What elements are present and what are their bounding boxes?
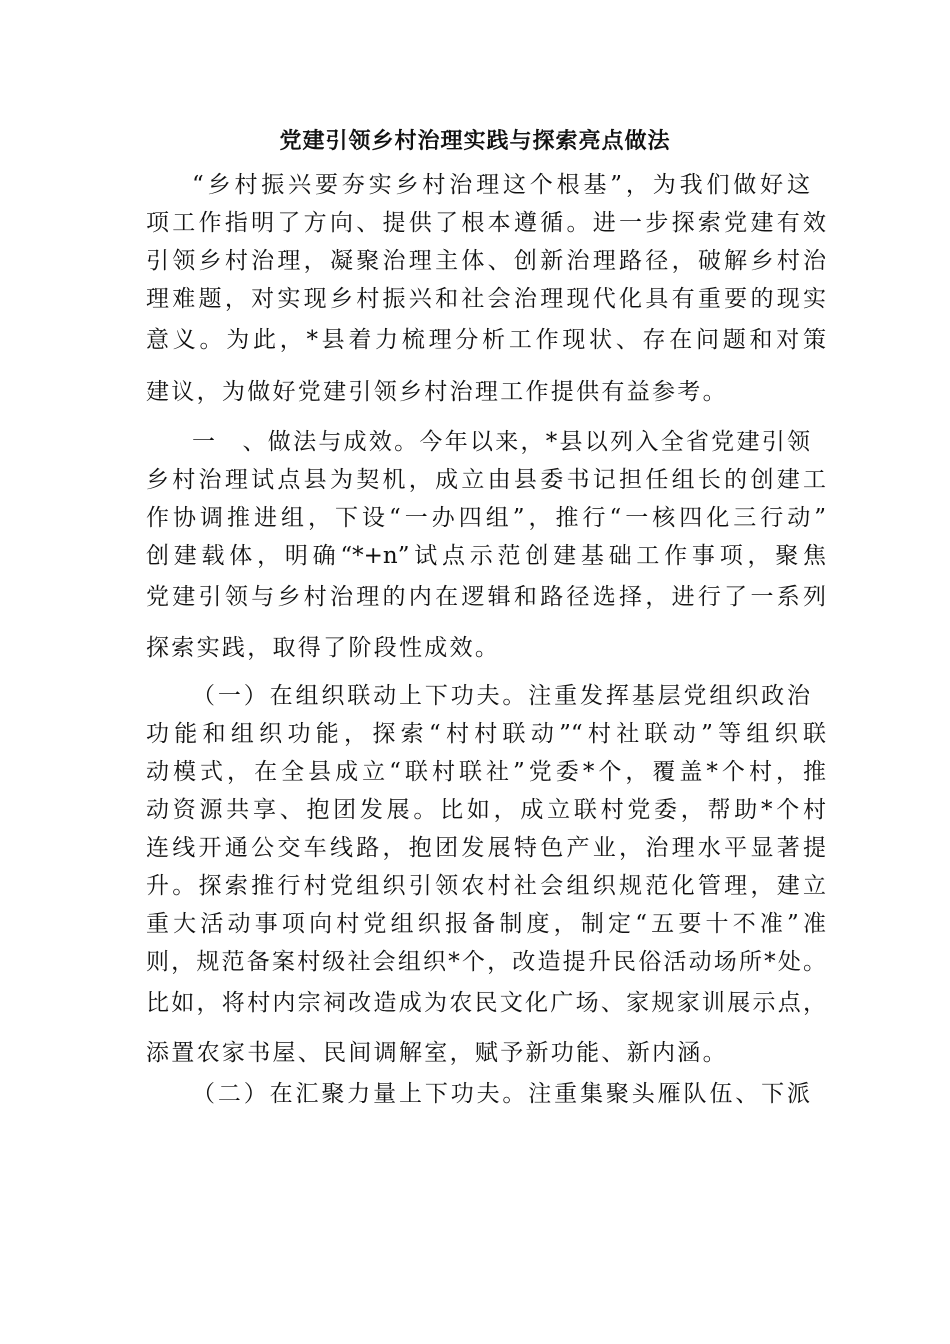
paragraph-1-line-4: 理难题，对实现乡村振兴和社会治理现代化具有重要的现实	[146, 286, 826, 312]
paragraph-2-line-4: 创建载体，明确“*+n”试点示范创建基础工作事项，聚焦	[146, 543, 826, 569]
paragraph-2-line-3: 作协调推进组，下设“一办四组”，推行“一核四化三行动”	[146, 505, 826, 531]
paragraph-3-line-4: 动资源共享、抱团发展。比如，成立联村党委，帮助*个村	[146, 797, 826, 823]
paragraph-3-line-10: 添置农家书屋、民间调解室，赋予新功能、新内涵。	[146, 1040, 728, 1066]
paragraph-3-line-1: （一）在组织联动上下功夫。注重发挥基层党组织政治	[192, 683, 810, 709]
paragraph-2-line-6: 探索实践，取得了阶段性成效。	[146, 635, 501, 661]
paragraph-3-line-7: 重大活动事项向村党组织报备制度，制定“五要十不准”准	[146, 911, 826, 937]
paragraph-1-line-1: “乡村振兴要夯实乡村治理这个根基”，为我们做好这	[192, 172, 810, 198]
paragraph-4-line-1: （二）在汇聚力量上下功夫。注重集聚头雁队伍、下派	[192, 1081, 810, 1107]
paragraph-2-line-1: 一 、做法与成效。今年以来，*县以列入全省党建引领	[192, 429, 810, 455]
paragraph-2-line-2: 乡村治理试点县为契机，成立由县委书记担任组长的创建工	[146, 467, 826, 493]
paragraph-3-line-5: 连线开通公交车线路，抱团发展特色产业，治理水平显著提	[146, 835, 826, 861]
paragraph-3-line-3: 动模式，在全县成立“联村联社”党委*个，覆盖*个村，推	[146, 759, 826, 785]
paragraph-1-line-3: 引领乡村治理，凝聚治理主体、创新治理路径，破解乡村治	[146, 248, 826, 274]
document-title: 党建引领乡村治理实践与探索亮点做法	[279, 128, 671, 154]
paragraph-1-line-5: 意义。为此，*县着力梳理分析工作现状、存在问题和对策	[146, 327, 826, 353]
paragraph-1-line-2: 项工作指明了方向、提供了根本遵循。进一步探索党建有效	[146, 210, 826, 236]
paragraph-3-line-8: 则，规范备案村级社会组织*个，改造提升民俗活动场所*处。	[146, 949, 826, 975]
paragraph-3-line-6: 升。探索推行村党组织引领农村社会组织规范化管理，建立	[146, 873, 826, 899]
paragraph-3-line-2: 功能和组织功能，探索“村村联动”“村社联动”等组织联	[146, 721, 826, 747]
paragraph-3-line-9: 比如，将村内宗祠改造成为农民文化广场、家规家训展示点，	[146, 990, 826, 1016]
paragraph-1-line-6: 建议，为做好党建引领乡村治理工作提供有益参考。	[146, 379, 728, 405]
paragraph-2-line-5: 党建引领与乡村治理的内在逻辑和路径选择，进行了一系列	[146, 584, 826, 610]
